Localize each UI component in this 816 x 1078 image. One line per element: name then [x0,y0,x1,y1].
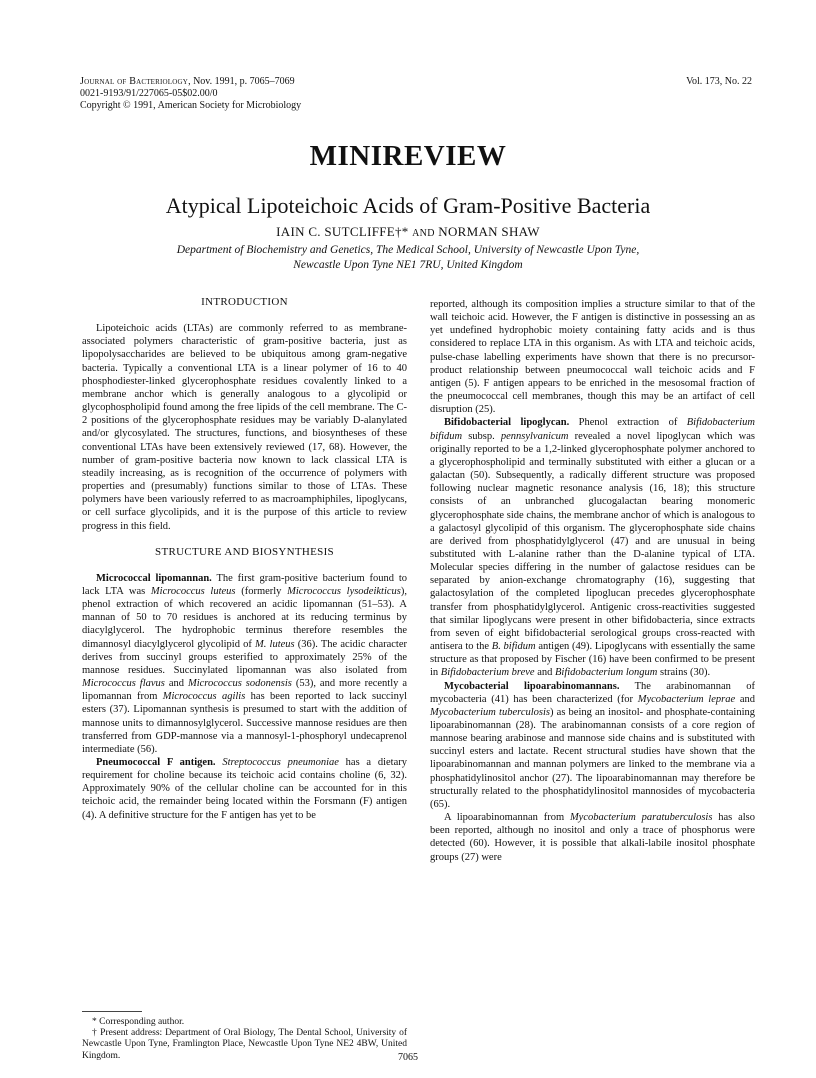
paratuberculosis-paragraph [430,811,755,864]
footnote-present-address: † Present address: Department of Oral Biology, The Dental School, University of Newcastle Upon Tyne, Framlington Place, Newcastle Upon Tyne NE2 4BW, United Kingdom. [82,1028,407,1061]
volume-number: Vol. 173, No. 22 [686,76,752,87]
journal-name: Journal of Bacteriology [80,76,189,87]
species-name: Streptococcus pneumoniae [222,757,339,768]
article-code: 0021-9193/91/227065-05$02.00/0 [80,88,218,99]
species-name: Micrococcus flavus [82,678,165,690]
text-run: subsp. [462,430,501,442]
authors-line [0,224,816,240]
text-run: strains (30). [657,667,711,679]
right-column [430,298,755,864]
left-column [82,296,407,822]
text-run: and [735,693,755,705]
text-run: ) as being an inositol- and phosphate-containing lipoarabinomannan (28). The arabinomannan consists of a core region of mannose bearing arabinose and mannose side chains and is substituted with succinyl esters and lactate. Recent structural studies have shown that the lipoarabinomannan and mannan polymers are linked to the membrane via a phosphatidylinositol anchor (27). The lipoarabinomannan may therefore be structurally related to the phosphatidylinositol mannosides of mycobacteria (65). [430,706,755,810]
authors-and: AND [412,228,435,239]
text-run: has also been reported, although no inositol and only a trace of phosphorus were detected (60). However, it is possible that alkali-labile inositol phosphate groups (27) were [430,812,755,863]
species-name: Micrococcus sodonensis [187,678,292,690]
species-name: Mycobacterium paratuberculosis [569,812,713,824]
affiliation-line-2: Newcastle Upon Tyne NE1 7RU, United Kingdom [293,258,523,271]
bifidobacterial-paragraph [430,416,755,679]
text-run: A lipoarabinomannan from [444,812,570,824]
text-run: and [534,667,556,679]
page-number: 7065 [398,1052,418,1063]
author-sutcliffe: IAIN C. SUTCLIFFE†* [276,224,413,239]
species-name: Micrococcus lysodeikticus [287,585,401,597]
header-left [80,76,752,112]
introduction-heading: INTRODUCTION [201,296,288,308]
text-run: has been reported to lack succinyl esters (37). Lipomannan synthesis is presumed to start with the addition of mannose units to dimannosylglycerol. Successive mannose residues are then transferred from GDP-mannose via a mannosyl-1-phosphoryl undecaprenol intermediate (56). [82,691,407,755]
mycobacterial-run-in: Mycobacterial lipoarabinomannans. [444,680,620,692]
pneumococcal-run-in: Pneumococcal F antigen. [96,757,216,768]
f-antigen-continuation: reported, although its composition implies a structure similar to that of the wall teichoic acid. However, the F antigen is distinctive in possessing an as yet undefined hydrophobic moiety containing fatty acids and is thus considered to replace LTA in this organism. As with LTA and teichoic acids, pulse-chase labelling experiments have shown that there is no precursor-product relationship between pneumococcal wall teichoic acids and F antigen (5). F antigen appears to be enriched in the mesosomal fraction of the pneumococcal cell membranes, though this may be an artifact of cell disruption (25). [430,299,755,416]
mycobacterial-paragraph [430,680,755,812]
text-run: (36). The acidic character derives from succinyl groups esterified to approximately 25% of the mannose residues. Succinylated lipomannan was also isolated from [82,638,408,676]
text-run: (53), and more recently a lipomannan from [82,678,408,703]
text-run: Phenol extraction of [569,417,687,429]
footnote-corresponding: * Corresponding author. [92,1017,185,1027]
text-run: The first gram-positive bacterium found to lack LTA was [82,572,408,597]
species-name: Micrococcus luteus [150,585,236,597]
species-name: Bifidobacterium longum [555,667,658,679]
text-run: The arabinomannan of mycobacteria (41) has been characterized (for [430,680,755,705]
text-run: antigen (49). Lipoglycans with essentially the same structure as that proposed by Fischer (16) have been confirmed to be present in [430,641,755,679]
affiliation [0,243,816,272]
running-header [80,76,752,112]
text-run: has a dietary requirement for choline because its teichoic acid contains choline (6, 32). Approximately 90% of the cellular choline can be accounted for in this teichoic acid, the remainder being located within the Forsmann (F) antigen (4). A definitive structure for the F antigen has yet to be [82,757,407,821]
species-name: Micrococcus agilis [162,691,246,703]
section-label: MINIREVIEW [309,140,507,172]
species-name: Mycobacterium leprae [637,693,736,705]
affiliation-line-1: Department of Biochemistry and Genetics, The Medical School, University of Newcastle Upon Tyne, [176,244,640,256]
micrococcal-paragraph [82,572,407,756]
bifidobacterial-run-in: Bifidobacterial lipoglycan. [444,417,570,429]
pneumococcal-paragraph [82,756,407,822]
species-name: Bifidobacterium bifidum [430,417,755,442]
text-run: ), phenol extraction of which recovered an acidic lipomannan (51–53). A mannan of 50 to 70 residues is anchored at its reducing terminus by diacylglycerol. The hydrophobic terminus therefore resembles the dimannosyl diacylglycerol glycolipid of [82,585,408,650]
structure-heading: STRUCTURE AND BIOSYNTHESIS [155,545,334,558]
text-run: (formerly [235,585,288,597]
author-shaw: NORMAN SHAW [434,224,540,239]
introduction-paragraph: Lipoteichoic acids (LTAs) are commonly referred to as membrane-associated polymers characteristic of gram-positive bacteria, just as lipopolysaccharides are believed to be ubiquitous among gram-negative bacteria. Typically a conventional LTA is a linear polymer of 16 to 40 phosphodiester-linked glycerophosphate residues covalently linked to a membrane anchor which is generally analogous to a glycolipid or glycophospholipid found among the free lipids of the cell membrane. The C-2 positions of the glycerophosphate residues may be variably D-alanylated and/or glycosylated. The structures, functions, and biosyntheses of these conventional LTAs have been extensively reviewed (17, 68). However, the number of gram-positive bacteria now known to lack classical LTA is steadily increasing, as is recognition of the occurrence of polymers with properties and (presumably) functions similar to those of LTAs. These polymers have been variously referred to as macroamphiphiles, lipoglycans, or cell surface glycolipids, and it is the purpose of this article to review progress in this field. [82,323,407,532]
species-name: B. bifidum [491,641,536,653]
species-name: pennsylvanicum [500,430,569,442]
article-title: Atypical Lipoteichoic Acids of Gram-Positive Bacteria [165,193,651,218]
copyright-line: Copyright © 1991, American Society for Microbiology [80,100,302,111]
species-name: Bifidobacterium breve [440,667,535,679]
text-run: and [164,678,188,690]
text-run: revealed a novel lipoglycan which was originally reported to be a 1,2-linked glycerophosphate polymer anchored to a glycerophospholipid and terminally substituted with either a glucan or a galactan (50). Subsequently, a radically different structure was proposed following nuclear magnetic resonance analysis (16, 18); this structure consists of an unbranched glucogalactan bearing monomeric glycerophosphate side chains, the membrane anchor of which is analogous to a galactosyl glycolipid of this organism. The glycerophosphate side chains are derived from phosphatidylglycerol (47) and are unusual in being substituted with L-alanine rather than the D-alanine typical of LTA. Molecular species differing in the number of galactose residues can be separated by anion-exchange chromatography (16), suggesting that galactosylation of the completed lipoglucan precedes glycerophosphate transfer from phosphatidylglycerol. Antigenic cross-reactivities suggested that similar lipoglycans were present in other bifidobacteria, since extracts from seven of eight bifidobacterial serological groups cross-reacted with antisera to the [430,430,755,653]
issue-date: , Nov. 1991, p. 7065–7069 [188,76,295,87]
journal-citation [80,76,752,88]
species-name: M. luteus [255,638,295,650]
species-name: Mycobacterium tuberculosis [430,706,550,718]
micrococcal-run-in: Micrococcal lipomannan. [96,572,212,584]
footnote-rule [82,1011,142,1012]
